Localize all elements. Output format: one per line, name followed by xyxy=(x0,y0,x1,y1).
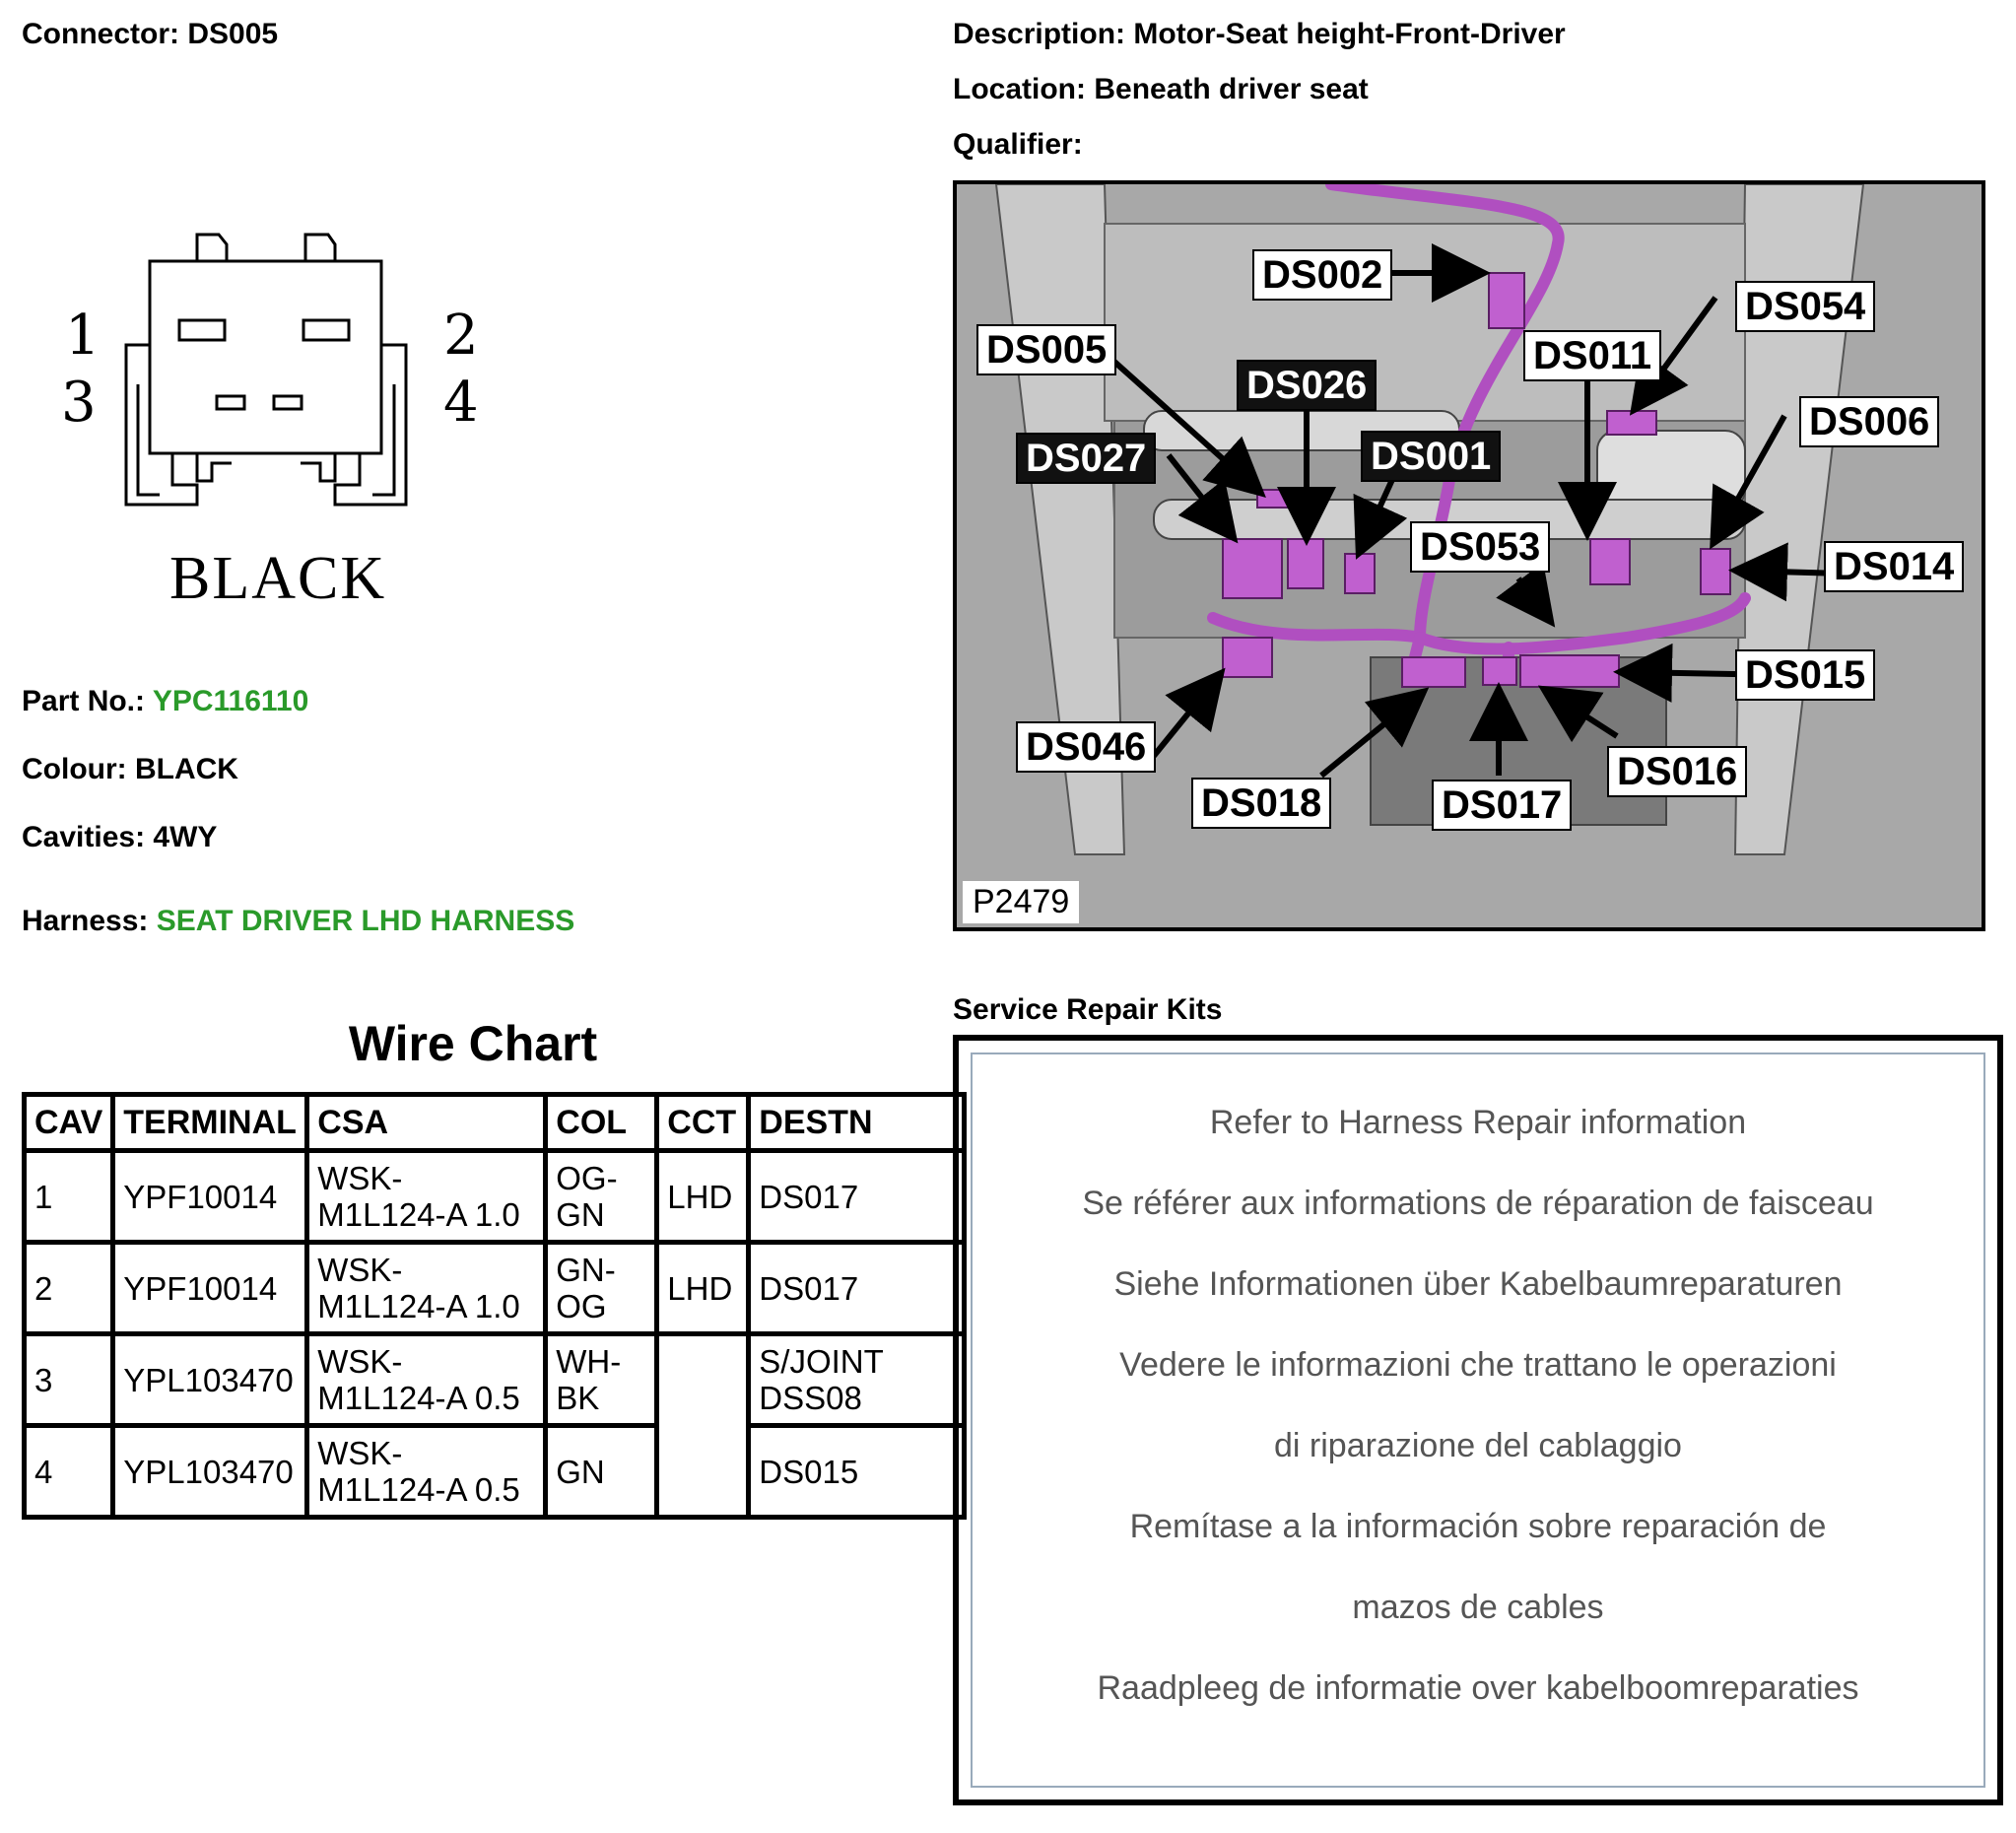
cavities-field xyxy=(22,821,217,854)
callout-ds011: DS011 xyxy=(1523,330,1661,381)
header-cav: CAV xyxy=(25,1095,113,1151)
connector-color-label: BLACK xyxy=(169,545,387,612)
qualifier-field xyxy=(953,128,1083,162)
callout-ds017: DS017 xyxy=(1432,780,1572,831)
picture-number: P2479 xyxy=(963,881,1079,923)
harness-link[interactable]: SEAT DRIVER LHD HARNESS xyxy=(156,905,575,937)
callout-ds054: DS054 xyxy=(1735,281,1875,332)
connector-value: DS005 xyxy=(187,18,279,50)
table-row xyxy=(25,1426,965,1518)
description-label: Description: xyxy=(953,18,1126,50)
table-row xyxy=(25,1151,965,1243)
csa-line-2: M1L124-A 1.0 xyxy=(317,1288,520,1324)
kit-line-fr: Se référer aux informations de réparation de faisceau xyxy=(1082,1185,1874,1222)
pin-4-label: 4 xyxy=(443,371,479,435)
kit-line-es-1: Remítase a la información sobre reparación de xyxy=(1129,1508,1827,1545)
col-line-2: GN xyxy=(556,1196,605,1233)
callout-ds002: DS002 xyxy=(1252,249,1392,301)
location-value: Beneath driver seat xyxy=(1094,73,1369,105)
callout-ds053: DS053 xyxy=(1410,521,1550,573)
kit-line-en: Refer to Harness Repair information xyxy=(1209,1104,1747,1141)
cavities-value: 4WY xyxy=(153,821,218,853)
cav-cell: 4 xyxy=(25,1426,113,1518)
cav-cell: 3 xyxy=(25,1334,113,1426)
terminal-cell: YPF10014 xyxy=(113,1151,307,1243)
callout-ds046: DS046 xyxy=(1016,721,1156,773)
location-label: Location: xyxy=(953,73,1086,105)
cct-cell: LHD xyxy=(657,1151,749,1243)
destn-line-2: DSS08 xyxy=(759,1380,862,1416)
col-line-1: WH- xyxy=(556,1343,622,1380)
cavities-label: Cavities: xyxy=(22,821,146,853)
part-no-field xyxy=(22,685,308,718)
location-diagram xyxy=(953,180,1985,931)
callout-ds005: DS005 xyxy=(976,324,1116,375)
qualifier-label: Qualifier: xyxy=(953,128,1083,161)
kit-line-it-1: Vedere le informazioni che trattano le operazioni xyxy=(1119,1346,1837,1384)
cct-cell-merged xyxy=(657,1334,749,1518)
colour-value: BLACK xyxy=(134,753,238,785)
col-cell xyxy=(546,1151,657,1243)
destn-line-1: DS017 xyxy=(759,1178,859,1215)
header-csa: CSA xyxy=(307,1095,546,1151)
callout-ds026: DS026 xyxy=(1237,360,1377,411)
location-field xyxy=(953,73,1369,106)
destn-line-1: DS017 xyxy=(759,1269,859,1307)
csa-line-1: WSK- xyxy=(317,1160,403,1196)
terminal-cell: YPF10014 xyxy=(113,1243,307,1334)
header-terminal: TERMINAL xyxy=(113,1095,307,1151)
cav-cell: 2 xyxy=(25,1243,113,1334)
connector-field xyxy=(22,18,278,51)
col-line-1: GN xyxy=(556,1453,605,1490)
csa-cell xyxy=(307,1151,546,1243)
colour-field xyxy=(22,753,238,786)
csa-cell xyxy=(307,1334,546,1426)
kit-line-de: Siehe Informationen über Kabelbaumreparaturen xyxy=(1113,1265,1843,1303)
destn-cell xyxy=(749,1151,965,1243)
header-col: COL xyxy=(546,1095,657,1151)
csa-line-2: M1L124-A 0.5 xyxy=(317,1380,520,1416)
col-cell xyxy=(546,1243,657,1334)
colour-label: Colour: xyxy=(22,753,127,785)
header-cct: CCT xyxy=(657,1095,749,1151)
description-field xyxy=(953,18,1566,51)
cav-cell: 1 xyxy=(25,1151,113,1243)
wire-chart-table xyxy=(22,1092,967,1520)
service-repair-kits-title: Service Repair Kits xyxy=(953,993,1223,1026)
pin-2-label: 2 xyxy=(443,304,479,368)
csa-cell xyxy=(307,1243,546,1334)
description-value: Motor-Seat height-Front-Driver xyxy=(1133,18,1566,50)
csa-cell xyxy=(307,1426,546,1518)
part-no-label: Part No.: xyxy=(22,685,146,717)
csa-line-1: WSK- xyxy=(317,1435,403,1471)
destn-cell xyxy=(749,1426,965,1518)
service-repair-kits-inner xyxy=(971,1052,1985,1788)
table-row xyxy=(25,1243,965,1334)
csa-line-2: M1L124-A 0.5 xyxy=(317,1471,520,1508)
connector-label: Connector: xyxy=(22,18,179,50)
wire-chart-title: Wire Chart xyxy=(348,1016,598,1071)
table-row xyxy=(25,1334,965,1426)
callout-ds016: DS016 xyxy=(1607,746,1747,797)
col-line-2: OG xyxy=(556,1288,607,1324)
csa-line-1: WSK- xyxy=(317,1343,403,1380)
destn-line-1: S/JOINT xyxy=(759,1343,884,1380)
destn-cell xyxy=(749,1334,965,1426)
header-destn: DESTN xyxy=(749,1095,965,1151)
wire-chart-header-row xyxy=(25,1095,965,1151)
col-cell xyxy=(546,1334,657,1426)
col-line-2: BK xyxy=(556,1380,600,1416)
col-line-1: GN- xyxy=(556,1252,616,1288)
kit-line-it-2: di riparazione del cablaggio xyxy=(1274,1427,1682,1464)
callout-ds001: DS001 xyxy=(1361,431,1501,482)
terminal-cell: YPL103470 xyxy=(113,1426,307,1518)
col-cell xyxy=(546,1426,657,1518)
cct-cell: LHD xyxy=(657,1243,749,1334)
pin-3-label: 3 xyxy=(61,371,97,435)
callout-ds015: DS015 xyxy=(1735,649,1875,701)
harness-label: Harness: xyxy=(22,905,149,937)
connector-outline-drawing xyxy=(49,217,493,532)
terminal-cell: YPL103470 xyxy=(113,1334,307,1426)
destn-cell xyxy=(749,1243,965,1334)
part-no-link[interactable]: YPC116110 xyxy=(152,685,309,717)
callout-ds014: DS014 xyxy=(1824,541,1964,592)
callout-ds006: DS006 xyxy=(1799,396,1939,447)
kit-line-es-2: mazos de cables xyxy=(1352,1589,1604,1626)
csa-line-1: WSK- xyxy=(317,1252,403,1288)
callout-ds018: DS018 xyxy=(1191,778,1331,829)
callout-ds027: DS027 xyxy=(1016,433,1156,484)
col-line-1: OG- xyxy=(556,1160,618,1196)
pin-1-label: 1 xyxy=(65,304,101,368)
destn-line-1: DS015 xyxy=(759,1453,859,1490)
service-repair-kits-box xyxy=(953,1035,2003,1805)
csa-line-2: M1L124-A 1.0 xyxy=(317,1196,520,1233)
kit-line-nl: Raadpleeg de informatie over kabelboomreparaties xyxy=(1097,1669,1859,1707)
harness-field xyxy=(22,905,574,938)
